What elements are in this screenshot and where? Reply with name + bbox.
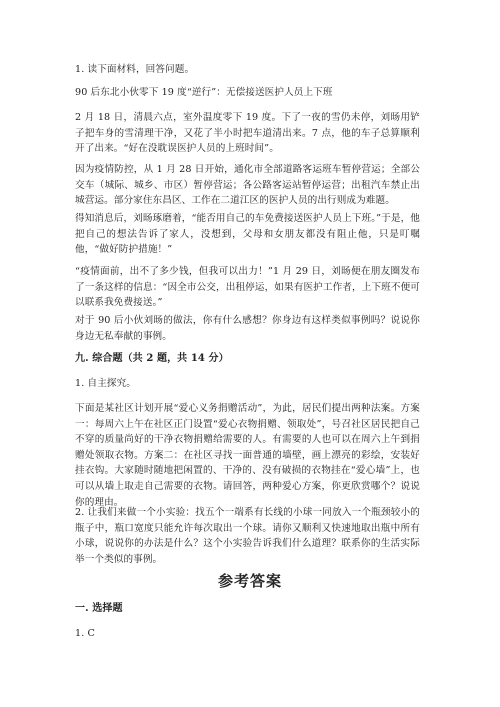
answer-section-1-heading: 一. 选择题 <box>75 603 123 614</box>
paragraph-4: “疫情面前，出不了多少钱，但我可以出力！”1 月 29 日，刘旸便在朋友圈发布了一条这样的信息：“因全市公交，出租停运，如果有医护工作者，上下班不便可以联系我免费接送。” <box>75 266 420 309</box>
question-9-2-text: 2. 让我们来做一个小实验：找五个一端系有长线的小球一同放入一个瓶颈较小的瓶子中，瓶口宽度只能允许每次取出一个球。请你又顺利又快速地取出瓶中所有小球，说说你的办法是什么？这个小实验告诉我们什么道理？联系你的生活实际举一个类似的事例。 <box>75 507 420 565</box>
answer-title: 参考答案 <box>217 572 282 590</box>
question-9-1-label: 1. 自主探究。 <box>75 378 136 389</box>
question-9-1-text: 下面是某社区计划开展“爱心义务捐赠活动”，为此，居民们提出两种法案。方案一：每周六上午在社区正门设置“爱心衣物捐赠、领取处”，号召社区居民把自己不穿的质量尚好的干净衣物捐赠给需要的人。有需要的人也可以在周六上午到捐赠处领取衣物。方案二：在社区寻找一面普通的墙壁，画上漂亮的彩绘，安装好挂衣钩。大家随时随地把闲置的、干净的、没有破损的衣物挂在“爱心墙”上，也可以从墙上取走自己需要的衣物。请回答，两种爱心方案，你更欣赏哪个？说说你的理由。 <box>75 403 420 508</box>
article-title: 90 后东北小伙零下 19 度“逆行”：无偿接送医护人员上下班 <box>75 87 333 98</box>
paragraph-1: 2 月 18 日，清晨六点，室外温度零下 19 度。下了一夜的雪仍未停，刘旸用铲子把车身的雪清理干净，又花了半小时把车道清出来。7 点，他的车子总算顺利开了出来。“好在没耽误医护人员的上班时间”。 <box>75 112 420 155</box>
answer-1: 1. C <box>75 628 95 639</box>
section-9-heading: 九. 综合题（共 2 题，共 14 分） <box>75 353 229 364</box>
paragraph-2: 因为疫情防控，从 1 月 28 日开始，通化市全部道路客运班车暂停营运；全部公交车（城际、城乡、市区）暂停营运；各公路客运站暂停运营；出租汽车禁止出城营运。部分家住东昌区、工作在二道江区的医护人员的出行则成为难题。 <box>75 164 420 207</box>
paragraph-5: 对于 90 后小伙刘旸的做法，你有什么感想？你身边有这样类似事例吗？说说你身边无私奉献的事例。 <box>75 315 420 342</box>
paragraph-3: 得知消息后，刘旸琢磨着，“能否用自己的车免费接送医护人员上下班。”于是，他把自己的想法告诉了家人，没想到，父母和女朋友都没有阻止他，只是叮嘱他，“做好防护措施！” <box>75 213 420 256</box>
question-1-label: 1. 读下面材料，回答问题。 <box>75 64 195 75</box>
